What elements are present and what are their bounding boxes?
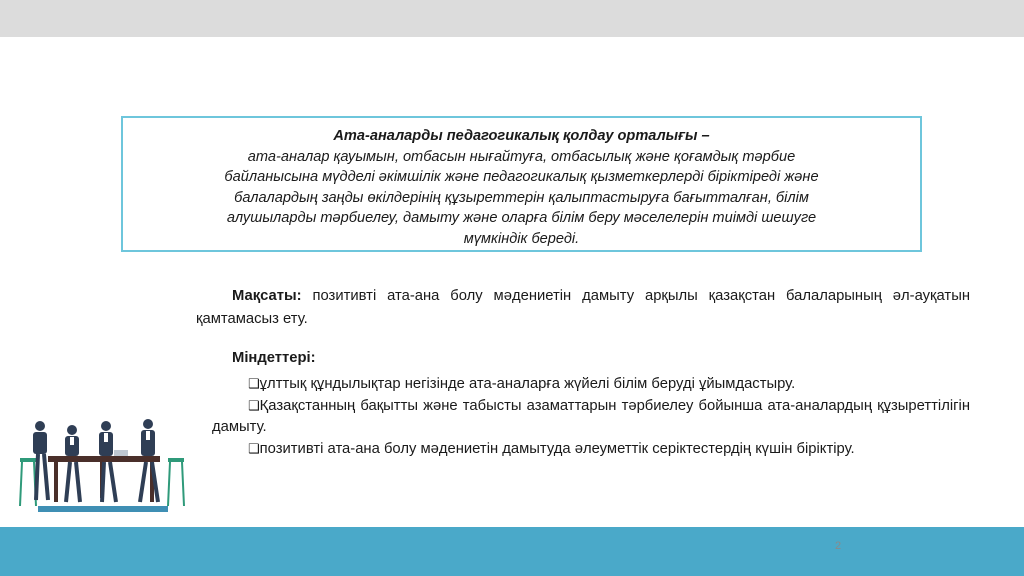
goal-text: позитивті ата-ана болу мәдениетін дамыту арқылы қазақстан балаларының әл-ауқатын қамтамасыз ету. (196, 288, 970, 327)
task-item (212, 396, 970, 437)
task-text: ұлттық құндылықтар негізінде ата-аналарға жүйелі білім беруді ұйымдастыру. (259, 376, 796, 392)
definition-line: мүмкіндік береді. (463, 230, 580, 247)
task-item (248, 374, 795, 395)
task-text: позитивті ата-ана болу мәдениетін дамытуда әлеуметтік серіктестердің күшін біріктіру. (259, 441, 855, 457)
definition-line: байланысына мүдделі әкімшілік және педагогикалық қызметкерлерді біріктіреді және (224, 169, 819, 186)
definition-line: балалардың заңды өкілдерінің құзыреттерін қалыптастыруға бағытталған, білім (234, 189, 809, 206)
definition-line: ата-аналар қауымын, отбасын нығайтуға, отбасылық және қоғамдық тәрбие (247, 148, 796, 165)
page-number: 2 (834, 540, 842, 552)
checkbox-bullet-icon: ❑ (248, 399, 260, 414)
checkbox-bullet-icon: ❑ (248, 442, 260, 457)
definition-title: Ата-аналарды педагогикалық қолдау орталығы – (333, 128, 710, 144)
goal-paragraph (196, 285, 970, 331)
tasks-heading: Міндеттері: (232, 350, 316, 366)
top-band (0, 0, 1024, 37)
meeting-illustration (18, 414, 188, 518)
definition-line: алушыларды тәрбиелеу, дамыту және оларға білім беру мәселелерін тиімді шешуге (226, 210, 817, 227)
goal-label: Мақсаты: (232, 288, 302, 304)
bottom-band (0, 527, 1024, 576)
task-text: Қазақстанның бақытты және табысты азаматтарын тәрбиелеу бойынша ата-аналардың құзыреттілігін дамыту. (212, 398, 970, 435)
checkbox-bullet-icon: ❑ (248, 377, 260, 392)
definition-box (121, 116, 922, 252)
task-item (248, 439, 855, 460)
